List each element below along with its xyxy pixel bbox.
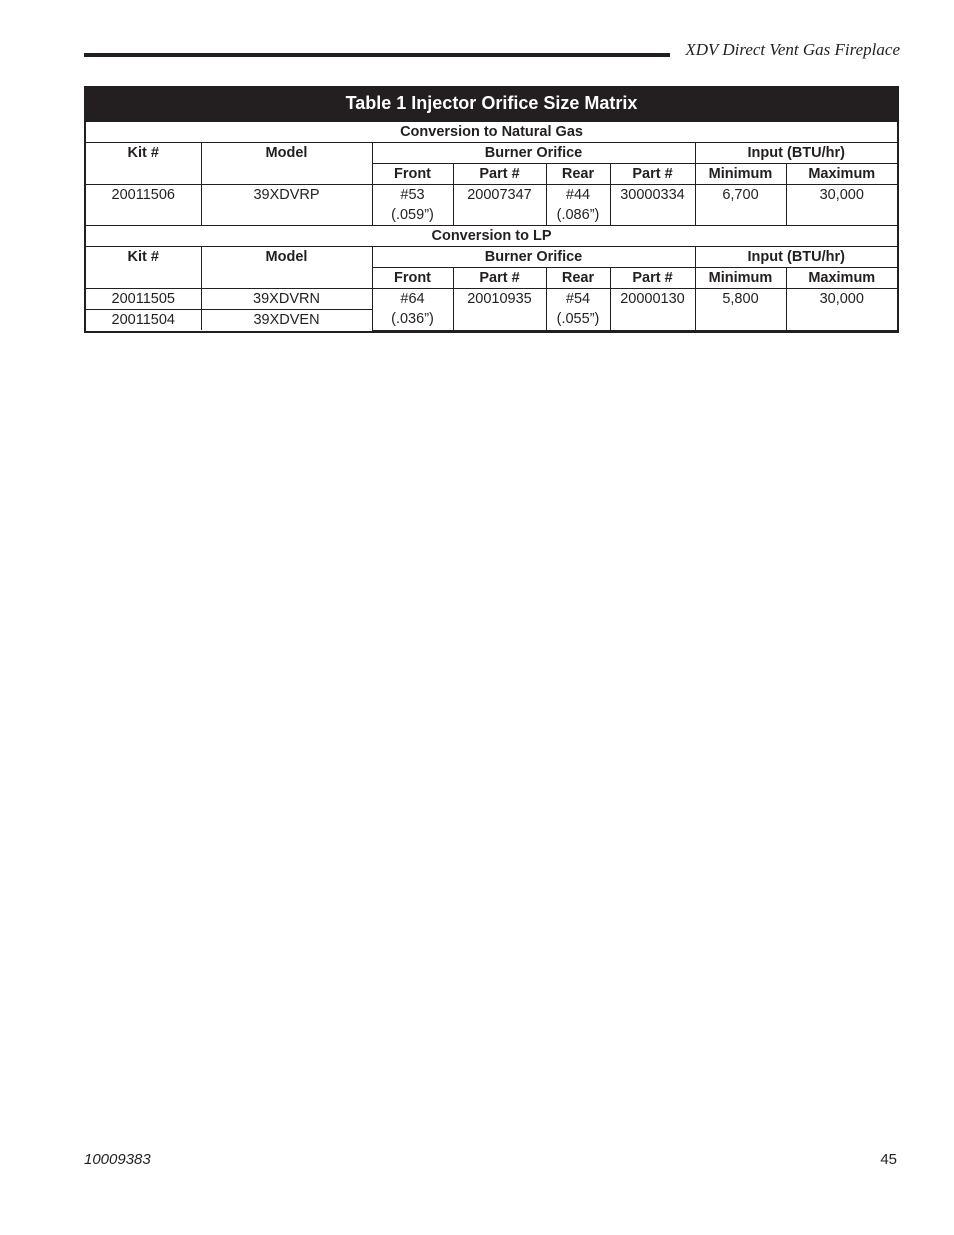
lp-col-rear: Rear	[546, 268, 610, 289]
running-header-title: XDV Direct Vent Gas Fireplace	[685, 40, 900, 59]
ng-kit-cell: 20011506	[86, 185, 201, 226]
lp-rear-orifice: #54	[565, 291, 591, 307]
lp-model-cell: 39XDVEN	[201, 310, 372, 331]
ng-rear-size: (.086”)	[556, 207, 600, 223]
lp-col-minimum: Minimum	[695, 268, 786, 289]
lp-front-cell	[372, 289, 453, 331]
ng-rear-part-cell: 30000334	[610, 185, 695, 226]
ng-group-burner-orifice: Burner Orifice	[372, 143, 695, 164]
ng-front-part-cell: 20007347	[453, 185, 546, 226]
lp-model-cell: 39XDVRN	[201, 289, 372, 310]
orifice-matrix	[86, 122, 897, 331]
ng-section-label: Conversion to Natural Gas	[86, 122, 897, 143]
lp-min-cell: 5,800	[695, 289, 786, 331]
lp-rear-size: (.055”)	[556, 311, 600, 327]
lp-rear-part-cell: 20000130	[610, 289, 695, 331]
ng-front-size: (.059”)	[391, 207, 434, 223]
lp-kit-cell: 20011504	[86, 310, 201, 331]
ng-col-kit: Kit #	[86, 143, 201, 185]
ng-front-cell	[372, 185, 453, 226]
table-row	[86, 289, 897, 310]
ng-max-cell: 30,000	[786, 185, 897, 226]
lp-col-maximum: Maximum	[786, 268, 897, 289]
header-rule	[84, 53, 670, 57]
ng-col-rear-part: Part #	[610, 164, 695, 185]
lp-section-row	[86, 226, 897, 247]
ng-front-orifice: #53	[400, 187, 425, 203]
ng-col-front-part: Part #	[453, 164, 546, 185]
lp-front-part-cell: 20010935	[453, 289, 546, 331]
ng-group-input: Input (BTU/hr)	[695, 143, 897, 164]
lp-front-size: (.036”)	[391, 311, 434, 327]
lp-group-burner-orifice: Burner Orifice	[372, 247, 695, 268]
lp-front-orifice: #64	[400, 291, 425, 307]
ng-group-header-row	[86, 143, 897, 164]
document-number: 10009383	[84, 1151, 151, 1168]
ng-col-maximum: Maximum	[786, 164, 897, 185]
lp-kit-cell: 20011505	[86, 289, 201, 310]
lp-col-front-part: Part #	[453, 268, 546, 289]
lp-col-front: Front	[372, 268, 453, 289]
lp-group-input: Input (BTU/hr)	[695, 247, 897, 268]
ng-rear-cell	[546, 185, 610, 226]
lp-group-header-row	[86, 247, 897, 268]
ng-model-cell: 39XDVRP	[201, 185, 372, 226]
orifice-size-table	[84, 86, 899, 333]
ng-min-cell: 6,700	[695, 185, 786, 226]
ng-col-rear: Rear	[546, 164, 610, 185]
ng-col-model: Model	[201, 143, 372, 185]
ng-section-row	[86, 122, 897, 143]
lp-section-label: Conversion to LP	[86, 226, 897, 247]
lp-max-cell: 30,000	[786, 289, 897, 331]
ng-col-front: Front	[372, 164, 453, 185]
ng-rear-orifice: #44	[565, 187, 591, 203]
page-number: 45	[880, 1151, 897, 1168]
table-title: Table 1 Injector Orifice Size Matrix	[86, 86, 897, 122]
lp-col-kit: Kit #	[86, 247, 201, 289]
lp-col-model: Model	[201, 247, 372, 289]
ng-col-minimum: Minimum	[695, 164, 786, 185]
lp-rear-cell	[546, 289, 610, 331]
table-row	[86, 185, 897, 226]
lp-col-rear-part: Part #	[610, 268, 695, 289]
